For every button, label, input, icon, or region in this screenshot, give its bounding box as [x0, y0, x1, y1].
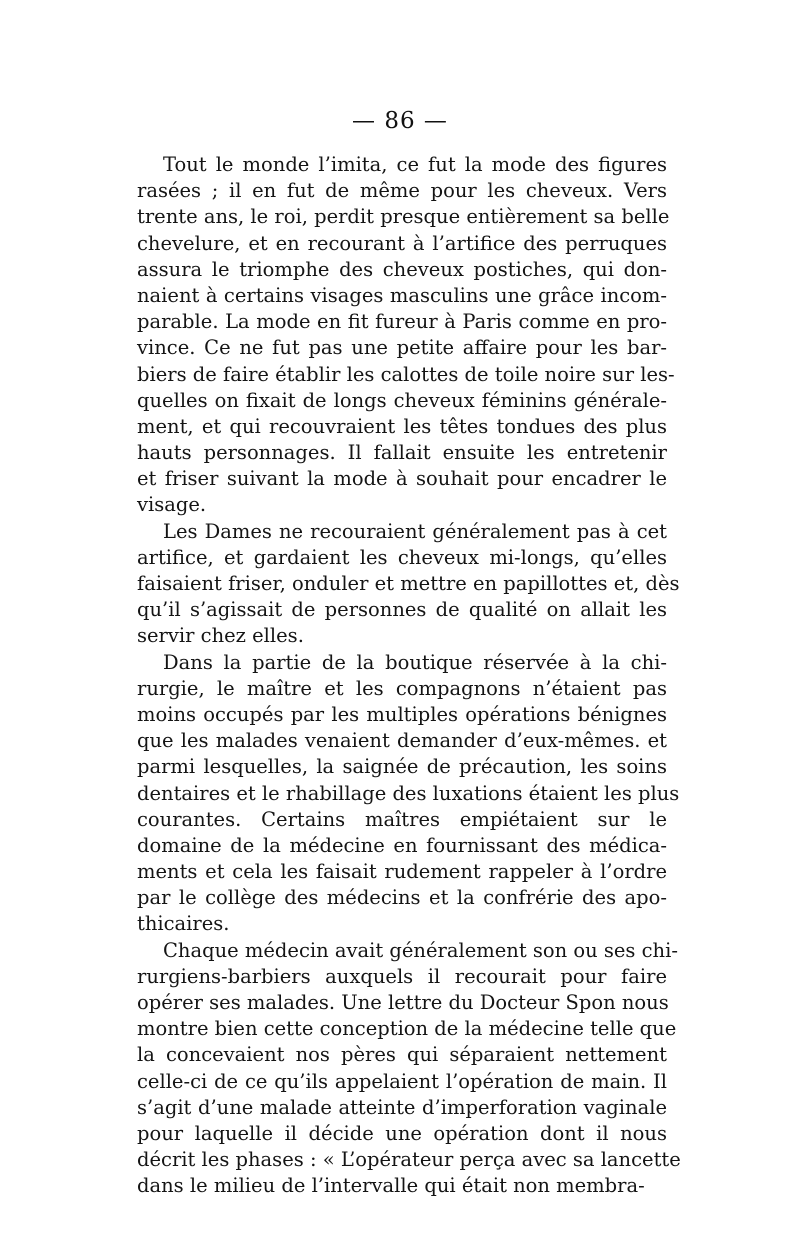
text-line: montre bien cette conception de la médecine telle que [137, 1017, 677, 1041]
text-line: Dans la partie de la boutique réservée à la chi- [163, 650, 667, 674]
paragraph [137, 152, 675, 519]
page-number: — 86 — [352, 108, 448, 134]
text-line: Les Dames ne recouraient généralement pas à cet [163, 519, 667, 543]
text-line: trente ans, le roi, perdit presque entièrement sa belle [137, 205, 670, 229]
paragraph [137, 519, 680, 650]
body-text [137, 152, 681, 1200]
text-line: qu’il s’agissait de personnes de qualité on allait les [137, 598, 667, 622]
text-line: courantes. Certains maîtres empiétaient sur le [137, 807, 667, 831]
text-line: ments et cela les faisait rudement rappeler à l’ordre [137, 860, 667, 884]
text-line: pour laquelle il décide une opération dont il nous [137, 1121, 667, 1145]
text-line: rasées ; il en fut de même pour les cheveux. Vers [137, 179, 667, 203]
text-line: assura le triomphe des cheveux postiches, qui don- [137, 257, 667, 281]
paragraph [137, 938, 681, 1200]
text-line: parable. La mode en fit fureur à Paris comme en pro- [137, 310, 667, 334]
text-line: artifice, et gardaient les cheveux mi-longs, qu’elles [137, 545, 667, 569]
text-line: thicaires. [137, 912, 230, 936]
text-line: la concevaient nos pères qui séparaient nettement [137, 1043, 667, 1067]
text-line: que les malades venaient demander d’eux-mêmes. et [137, 729, 667, 753]
text-line: biers de faire établir les calottes de toile noire sur les- [137, 362, 675, 386]
text-line: par le collège des médecins et la confrérie des apo- [137, 886, 667, 910]
text-line: s’agit d’une malade atteinte d’imperforation vaginale [137, 1095, 667, 1119]
text-line: quelles on fixait de longs cheveux féminins générale- [137, 388, 667, 412]
paragraph [137, 650, 680, 938]
text-line: vince. Ce ne fut pas une petite affaire pour les bar- [137, 336, 667, 360]
text-line: rurgie, le maître et les compagnons n’étaient pas [137, 676, 667, 700]
text-line: parmi lesquelles, la saignée de précaution, les soins [137, 755, 667, 779]
text-line: celle-ci de ce qu’ils appelaient l’opération de main. Il [137, 1069, 667, 1093]
text-line: moins occupés par les multiples opérations bénignes [137, 702, 667, 726]
text-line: dentaires et le rhabillage des luxations étaient les plus [137, 781, 680, 805]
text-line: dans le milieu de l’intervalle qui était non membra- [137, 1174, 645, 1198]
text-line: Chaque médecin avait généralement son ou ses chi- [163, 938, 678, 962]
text-line: chevelure, et en recourant à l’artifice des perruques [137, 231, 667, 255]
text-line: faisaient friser, onduler et mettre en papillottes et, dès [137, 572, 680, 595]
text-line: naient à certains visages masculins une grâce incom- [137, 283, 667, 307]
text-line: Tout le monde l’imita, ce fut la mode des figures [163, 153, 667, 176]
text-line: rurgiens-barbiers auxquels il recourait pour faire [137, 964, 667, 988]
text-line: servir chez elles. [137, 624, 304, 648]
text-line: domaine de la médecine en fournissant des médica- [137, 833, 667, 857]
text-line: opérer ses malades. Une lettre du Docteur Spon nous [137, 991, 669, 1014]
text-line: et friser suivant la mode à souhait pour encadrer le [137, 467, 667, 491]
text-line: visage. [137, 493, 207, 517]
text-line: hauts personnages. Il fallait ensuite les entretenir [137, 441, 667, 465]
text-line: ment, et qui recouvraient les têtes tondues des plus [137, 414, 667, 438]
text-line: décrit les phases : « L’opérateur perça avec sa lancette [137, 1148, 681, 1172]
